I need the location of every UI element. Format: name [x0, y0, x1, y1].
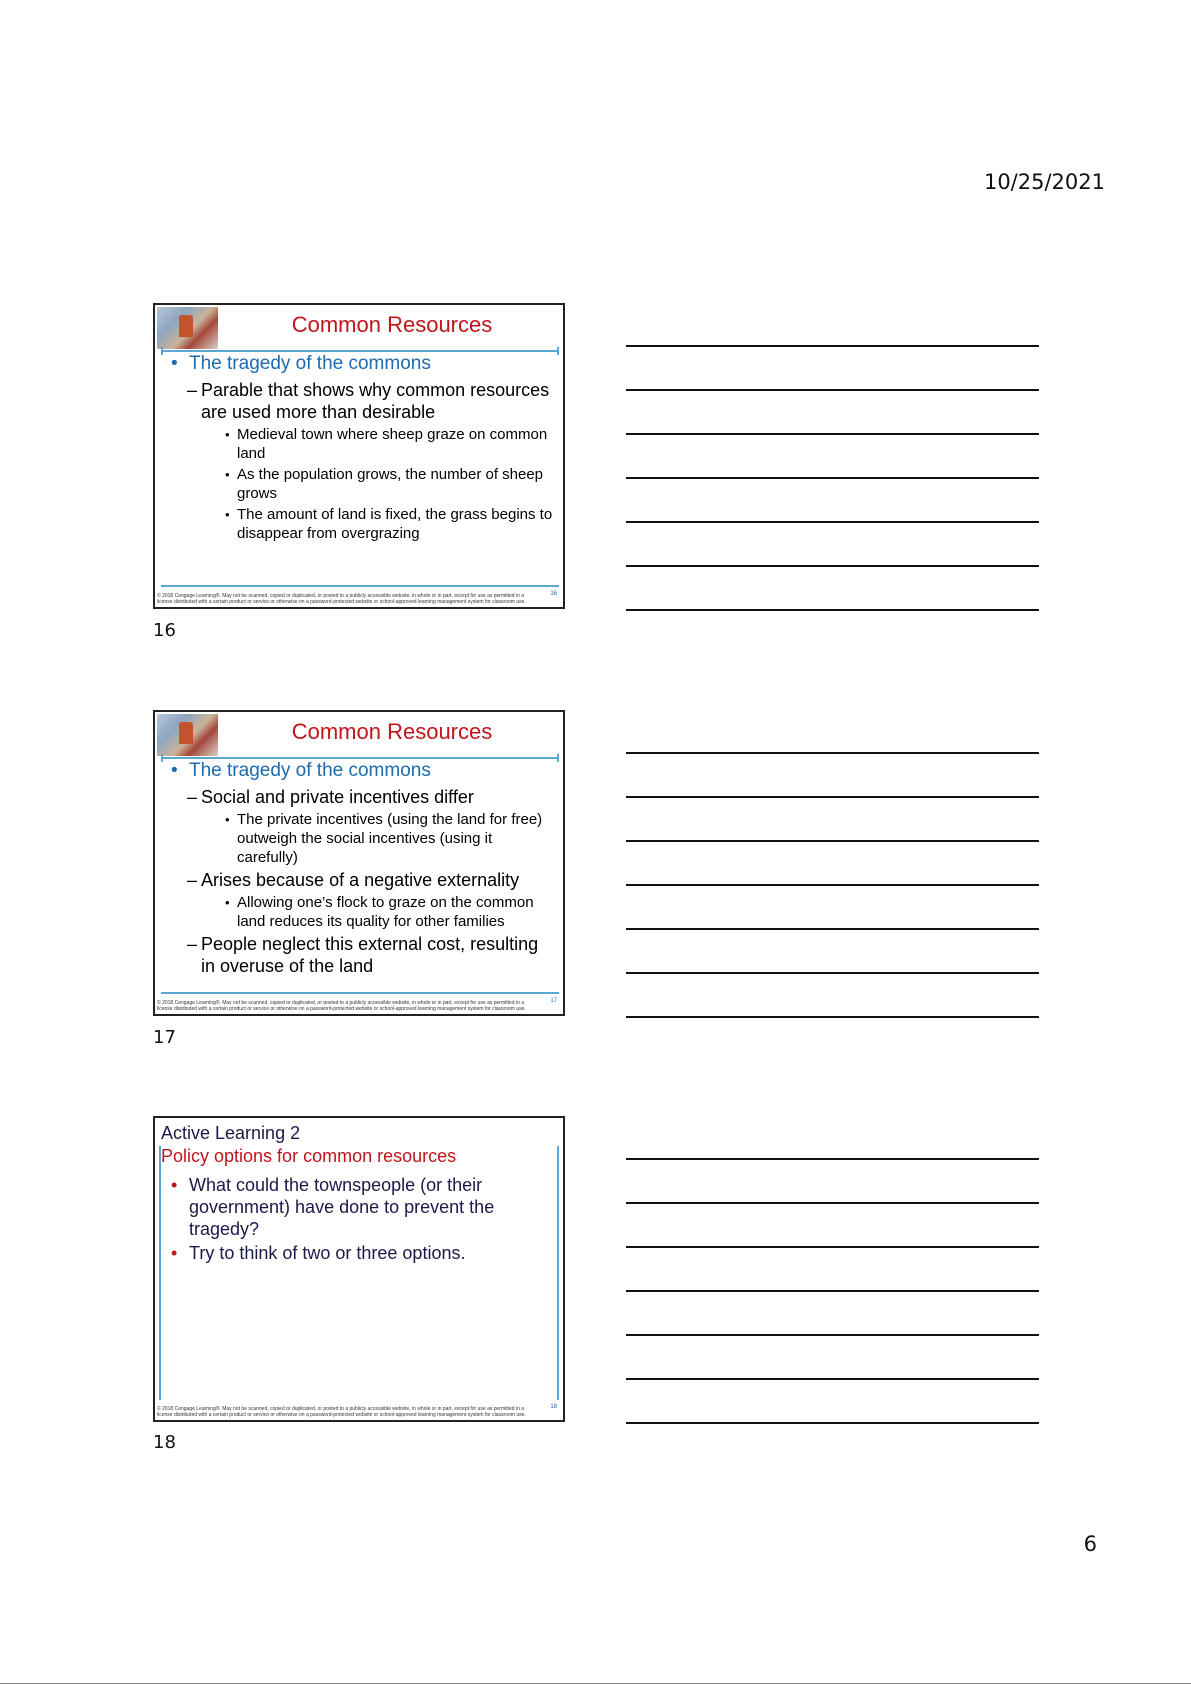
copyright-footer: © 2018 Cengage Learning®. May not be scanned, copied or duplicated, or posted to a publicly accessible website, in whole or in part, except for use as permitted in a license distributed with a certain product or service or otherwise on a password-protected website or school-approved learning management system for classroom use.: [157, 1000, 526, 1012]
slide-18: [153, 1116, 565, 1422]
copyright-footer: © 2018 Cengage Learning®. May not be scanned, copied or duplicated, or posted to a publicly accessible website, in whole or in part, except for use as permitted in a license distributed with a certain product or service or otherwise on a password-protected website or school-approved learning management system for classroom use.: [157, 593, 526, 605]
note-line: [626, 1378, 1039, 1380]
slide-content: [171, 1174, 523, 1266]
slide-17: [153, 710, 565, 1016]
bullet-level-3: • The amount of land is fixed, the grass begins to disappear from overgrazing: [171, 505, 555, 543]
note-line: [626, 796, 1039, 798]
slide-subtitle: Policy options for common resources: [161, 1146, 457, 1166]
note-line: [626, 928, 1039, 930]
slide-title: Common Resources: [291, 719, 493, 744]
note-line: [626, 345, 1039, 347]
slide-number: 16: [153, 620, 176, 641]
note-line: [626, 752, 1039, 754]
footer-divider: [161, 585, 559, 587]
page-date: 10/25/2021: [983, 170, 1105, 194]
note-line: [626, 1290, 1039, 1292]
slide-thumbnail-image: [157, 307, 218, 349]
note-line: [626, 1016, 1039, 1018]
title-divider: [161, 757, 559, 759]
bullet-item: • Try to think of two or three options.: [171, 1242, 523, 1264]
footer-divider: [161, 992, 559, 994]
note-line: [626, 1334, 1039, 1336]
bullet-level-2: – People neglect this external cost, resulting in overuse of the land: [171, 933, 555, 977]
slide-thumbnail-image: [157, 714, 218, 756]
slide-16: [153, 303, 565, 609]
bullet-level-3: • Medieval town where sheep graze on common land: [171, 425, 555, 463]
slide-footer-number: 16: [550, 591, 557, 597]
bullet-level-2: – Parable that shows why common resources are used more than desirable: [171, 379, 555, 423]
note-line: [626, 477, 1039, 479]
page-bottom-rule: [0, 1683, 1191, 1684]
bullet-level-3: • The private incentives (using the land for free) outweigh the social incentives (using it carefully): [171, 810, 555, 867]
note-line: [626, 972, 1039, 974]
note-line: [626, 565, 1039, 567]
slide-title: Active Learning 2: [161, 1123, 301, 1143]
bullet-item: • What could the townspeople (or their government) have done to prevent the tragedy?: [171, 1174, 523, 1240]
bullet-level-3: • As the population grows, the number of sheep grows: [171, 465, 555, 503]
title-divider: [161, 350, 559, 352]
right-bracket: [554, 1146, 559, 1400]
slide-footer-number: 18: [550, 1404, 557, 1410]
note-line: [626, 840, 1039, 842]
note-line: [626, 433, 1039, 435]
note-line: [626, 521, 1039, 523]
left-bracket: [159, 1146, 164, 1400]
slide-title: Common Resources: [291, 312, 493, 337]
slide-content: [171, 760, 555, 977]
note-line: [626, 1202, 1039, 1204]
copyright-footer: © 2018 Cengage Learning®. May not be scanned, copied or duplicated, or posted to a publicly accessible website, in whole or in part, except for use as permitted in a license distributed with a certain product or service or otherwise on a password-protected website or school-approved learning management system for classroom use.: [157, 1406, 526, 1418]
note-line: [626, 1158, 1039, 1160]
bullet-level-3: • Allowing one’s flock to graze on the common land reduces its quality for other families: [171, 893, 555, 931]
bullet-level-1: • The tragedy of the commons: [171, 760, 555, 782]
bullet-level-1: • The tragedy of the commons: [171, 353, 555, 375]
slide-content: [171, 353, 555, 543]
slide-footer-number: 17: [550, 998, 557, 1004]
note-line: [626, 884, 1039, 886]
note-line: [626, 389, 1039, 391]
slide-number: 18: [153, 1432, 176, 1453]
bullet-level-2: – Social and private incentives differ: [171, 786, 555, 808]
note-line: [626, 1422, 1039, 1424]
slide-number: 17: [153, 1027, 176, 1048]
page-number: 6: [1083, 1532, 1097, 1556]
bullet-level-2: – Arises because of a negative externality: [171, 869, 555, 891]
note-line: [626, 1246, 1039, 1248]
note-line: [626, 609, 1039, 611]
